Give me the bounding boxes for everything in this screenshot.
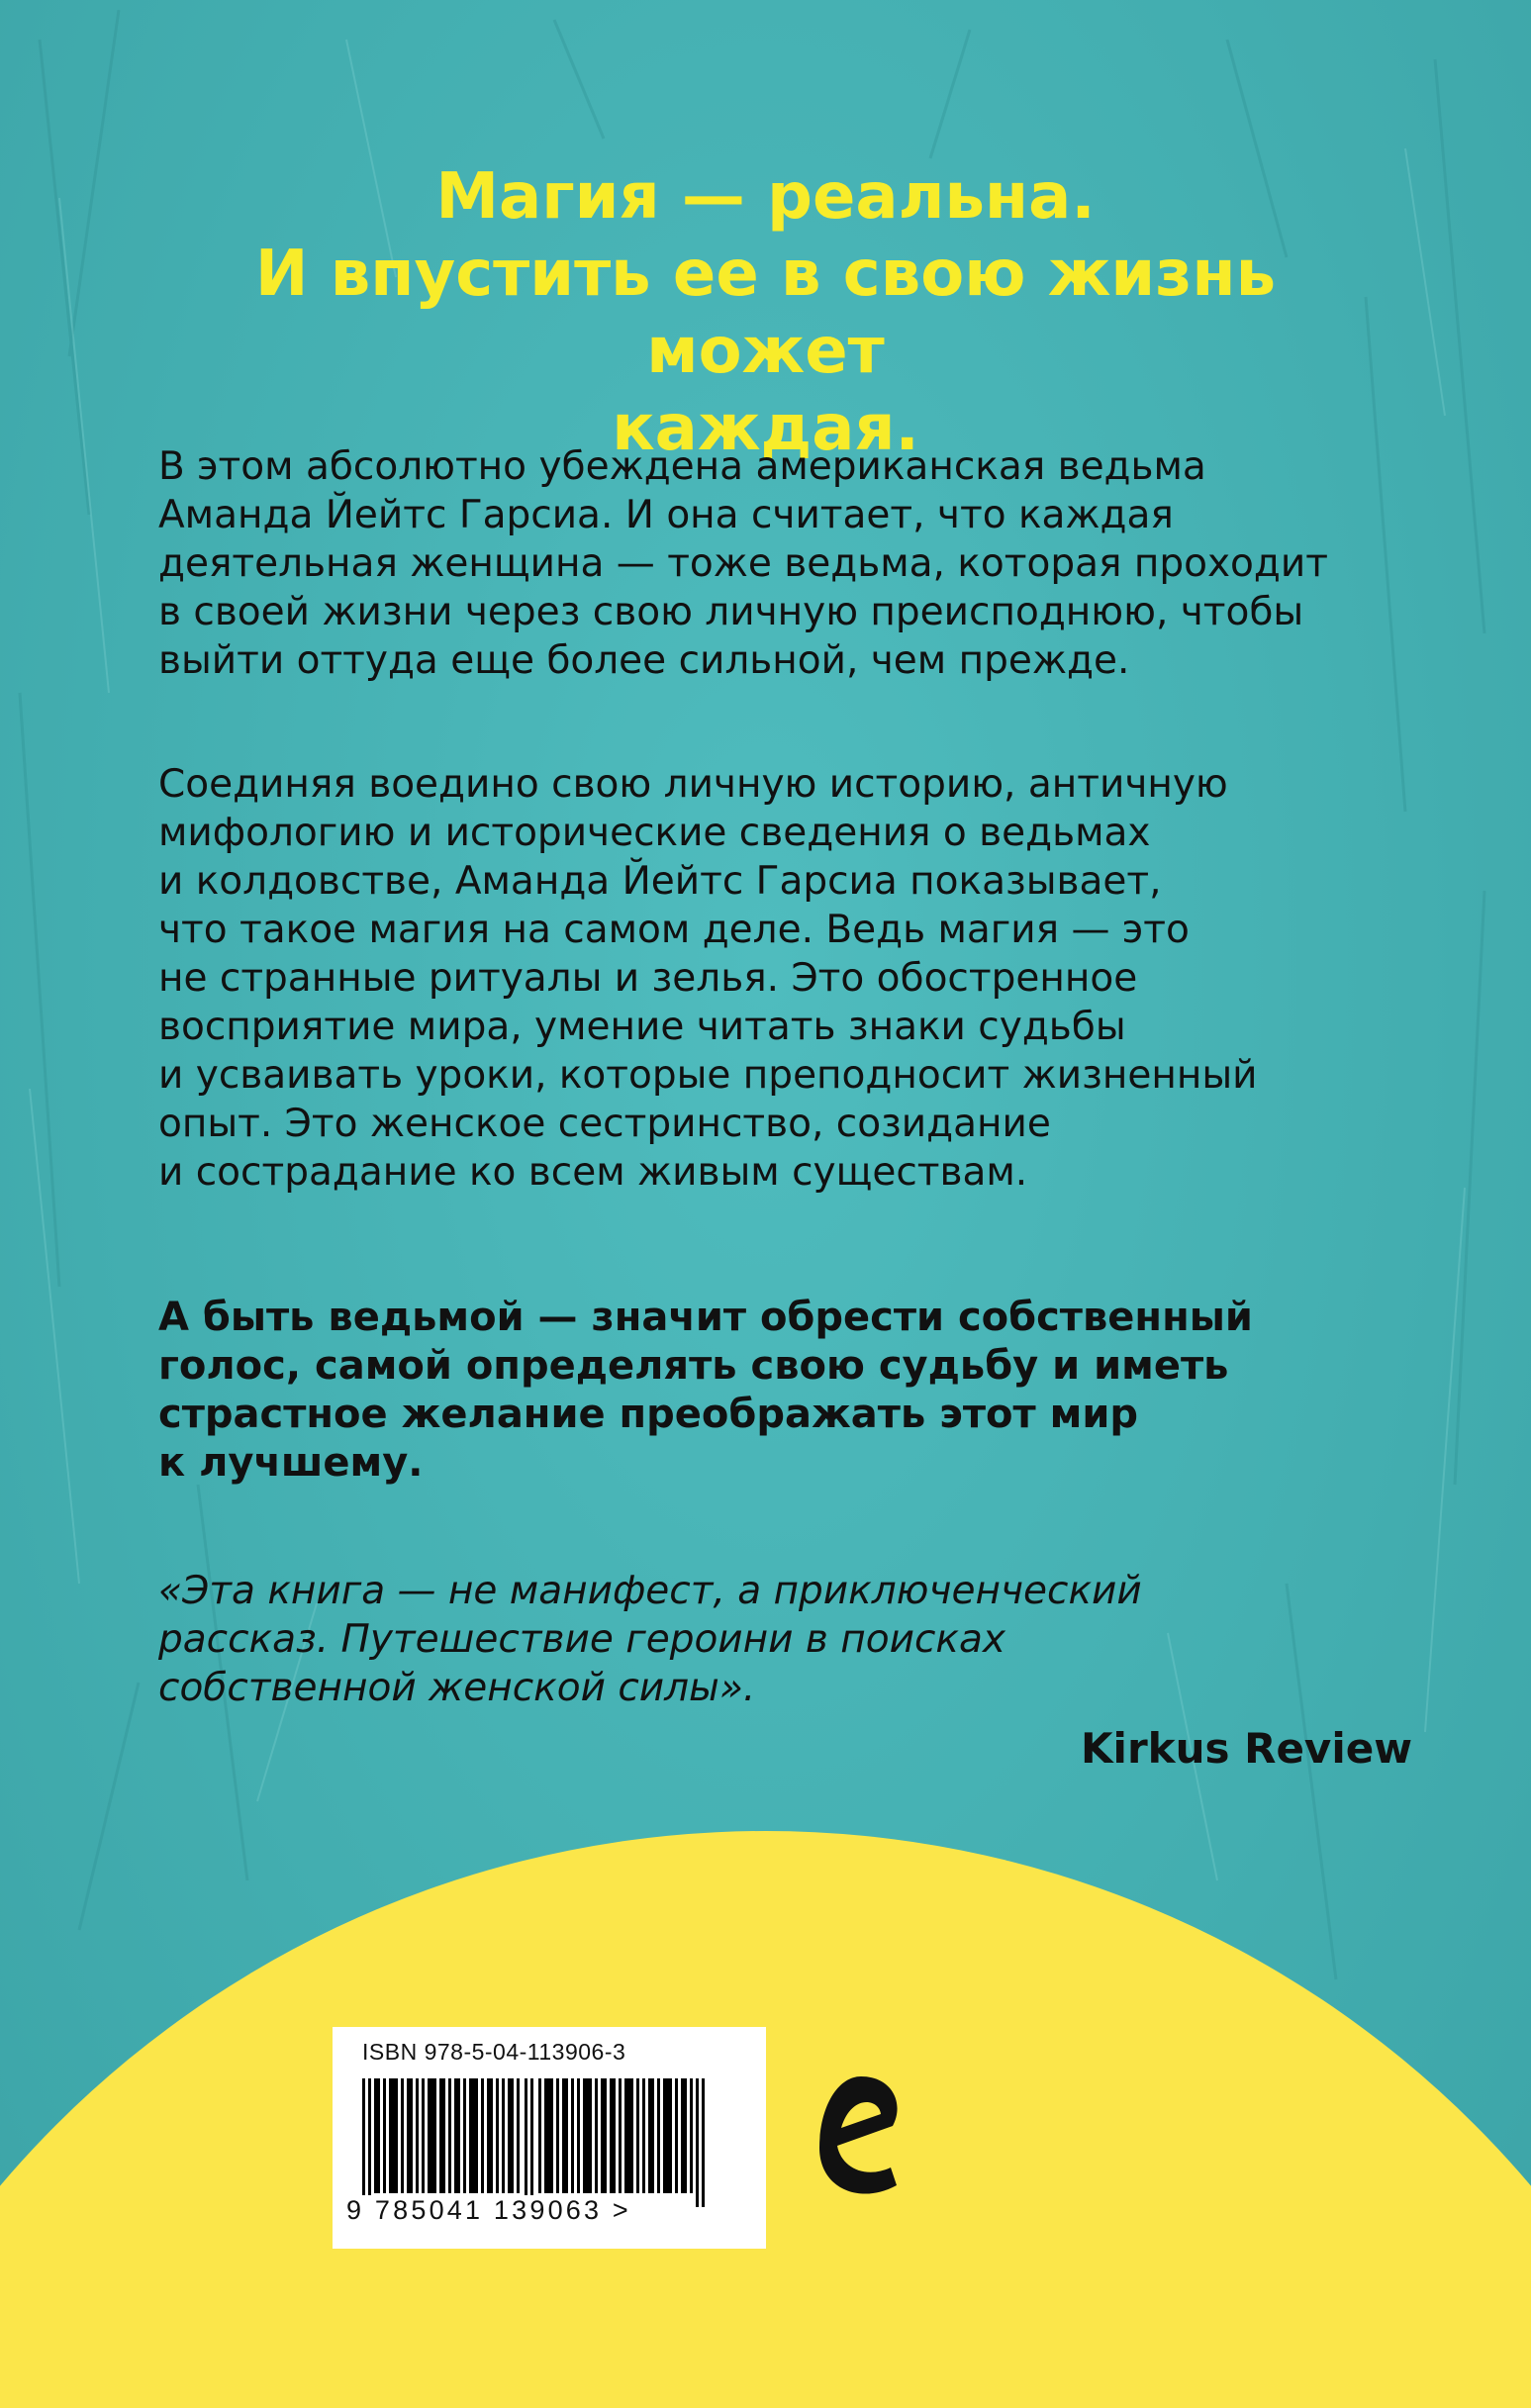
barcode-digits: 9 785041 139063 >: [346, 2195, 631, 2225]
text-line: В этом абсолютно убеждена американская ведьма: [158, 444, 1206, 489]
headline-line: Магия — реальна.: [435, 160, 1096, 234]
intro-paragraph: [158, 442, 1425, 685]
headline-line: каждая.: [612, 392, 919, 465]
quote-source: Kirkus Review: [1081, 1724, 1412, 1773]
text-line: страстное желание преображать этот мир: [158, 1392, 1138, 1437]
headline: [158, 158, 1373, 467]
headline-line: И впустить ее в свою жизнь может: [254, 238, 1277, 388]
text-line: не странные ритуалы и зелья. Это обостренное: [158, 956, 1138, 1001]
text-line: и колдовстве, Аманда Йейтс Гарсиа показывает,: [158, 859, 1162, 904]
isbn-label: ISBN 978-5-04-113906-3: [362, 2039, 626, 2065]
text-line: опыт. Это женское сестринство, созидание: [158, 1102, 1051, 1146]
eksmo-e-logo-icon: [812, 2069, 910, 2207]
text-line: А быть ведьмой — значит обрести собственный: [158, 1295, 1253, 1340]
text-line: Соединяя воедино свою личную историю, античную: [158, 762, 1228, 807]
text-line: в своей жизни через свою личную преисподнюю, чтобы: [158, 590, 1304, 634]
text-line: рассказ. Путешествие героини в поисках: [158, 1617, 1005, 1662]
text-line: мифологию и исторические сведения о ведьмах: [158, 811, 1151, 855]
emphasis-paragraph: [158, 1294, 1425, 1488]
text-line: выйти оттуда еще более сильной, чем прежде.: [158, 638, 1130, 683]
text-line: собственной женской силы».: [158, 1666, 756, 1710]
review-quote: [158, 1567, 1425, 1712]
text-line: и усваивать уроки, которые преподносит жизненный: [158, 1053, 1258, 1098]
text-line: восприятие мира, умение читать знаки судьбы: [158, 1005, 1126, 1049]
text-line: что такое магия на самом деле. Ведь магия — это: [158, 908, 1190, 952]
text-line: к лучшему.: [158, 1440, 424, 1486]
text-line: деятельная женщина — тоже ведьма, которая проходит: [158, 541, 1328, 586]
text-line: голос, самой определять свою судьбу и иметь: [158, 1343, 1229, 1389]
text-line: и сострадание ко всем живым существам.: [158, 1150, 1028, 1195]
description-paragraph: [158, 760, 1425, 1197]
barcode-panel: [333, 2027, 766, 2249]
text-line: «Эта книга — не манифест, а приключенческий: [158, 1569, 1142, 1613]
barcode-icon: [362, 2078, 738, 2207]
text-line: Аманда Йейтс Гарсиа. И она считает, что каждая: [158, 493, 1174, 537]
